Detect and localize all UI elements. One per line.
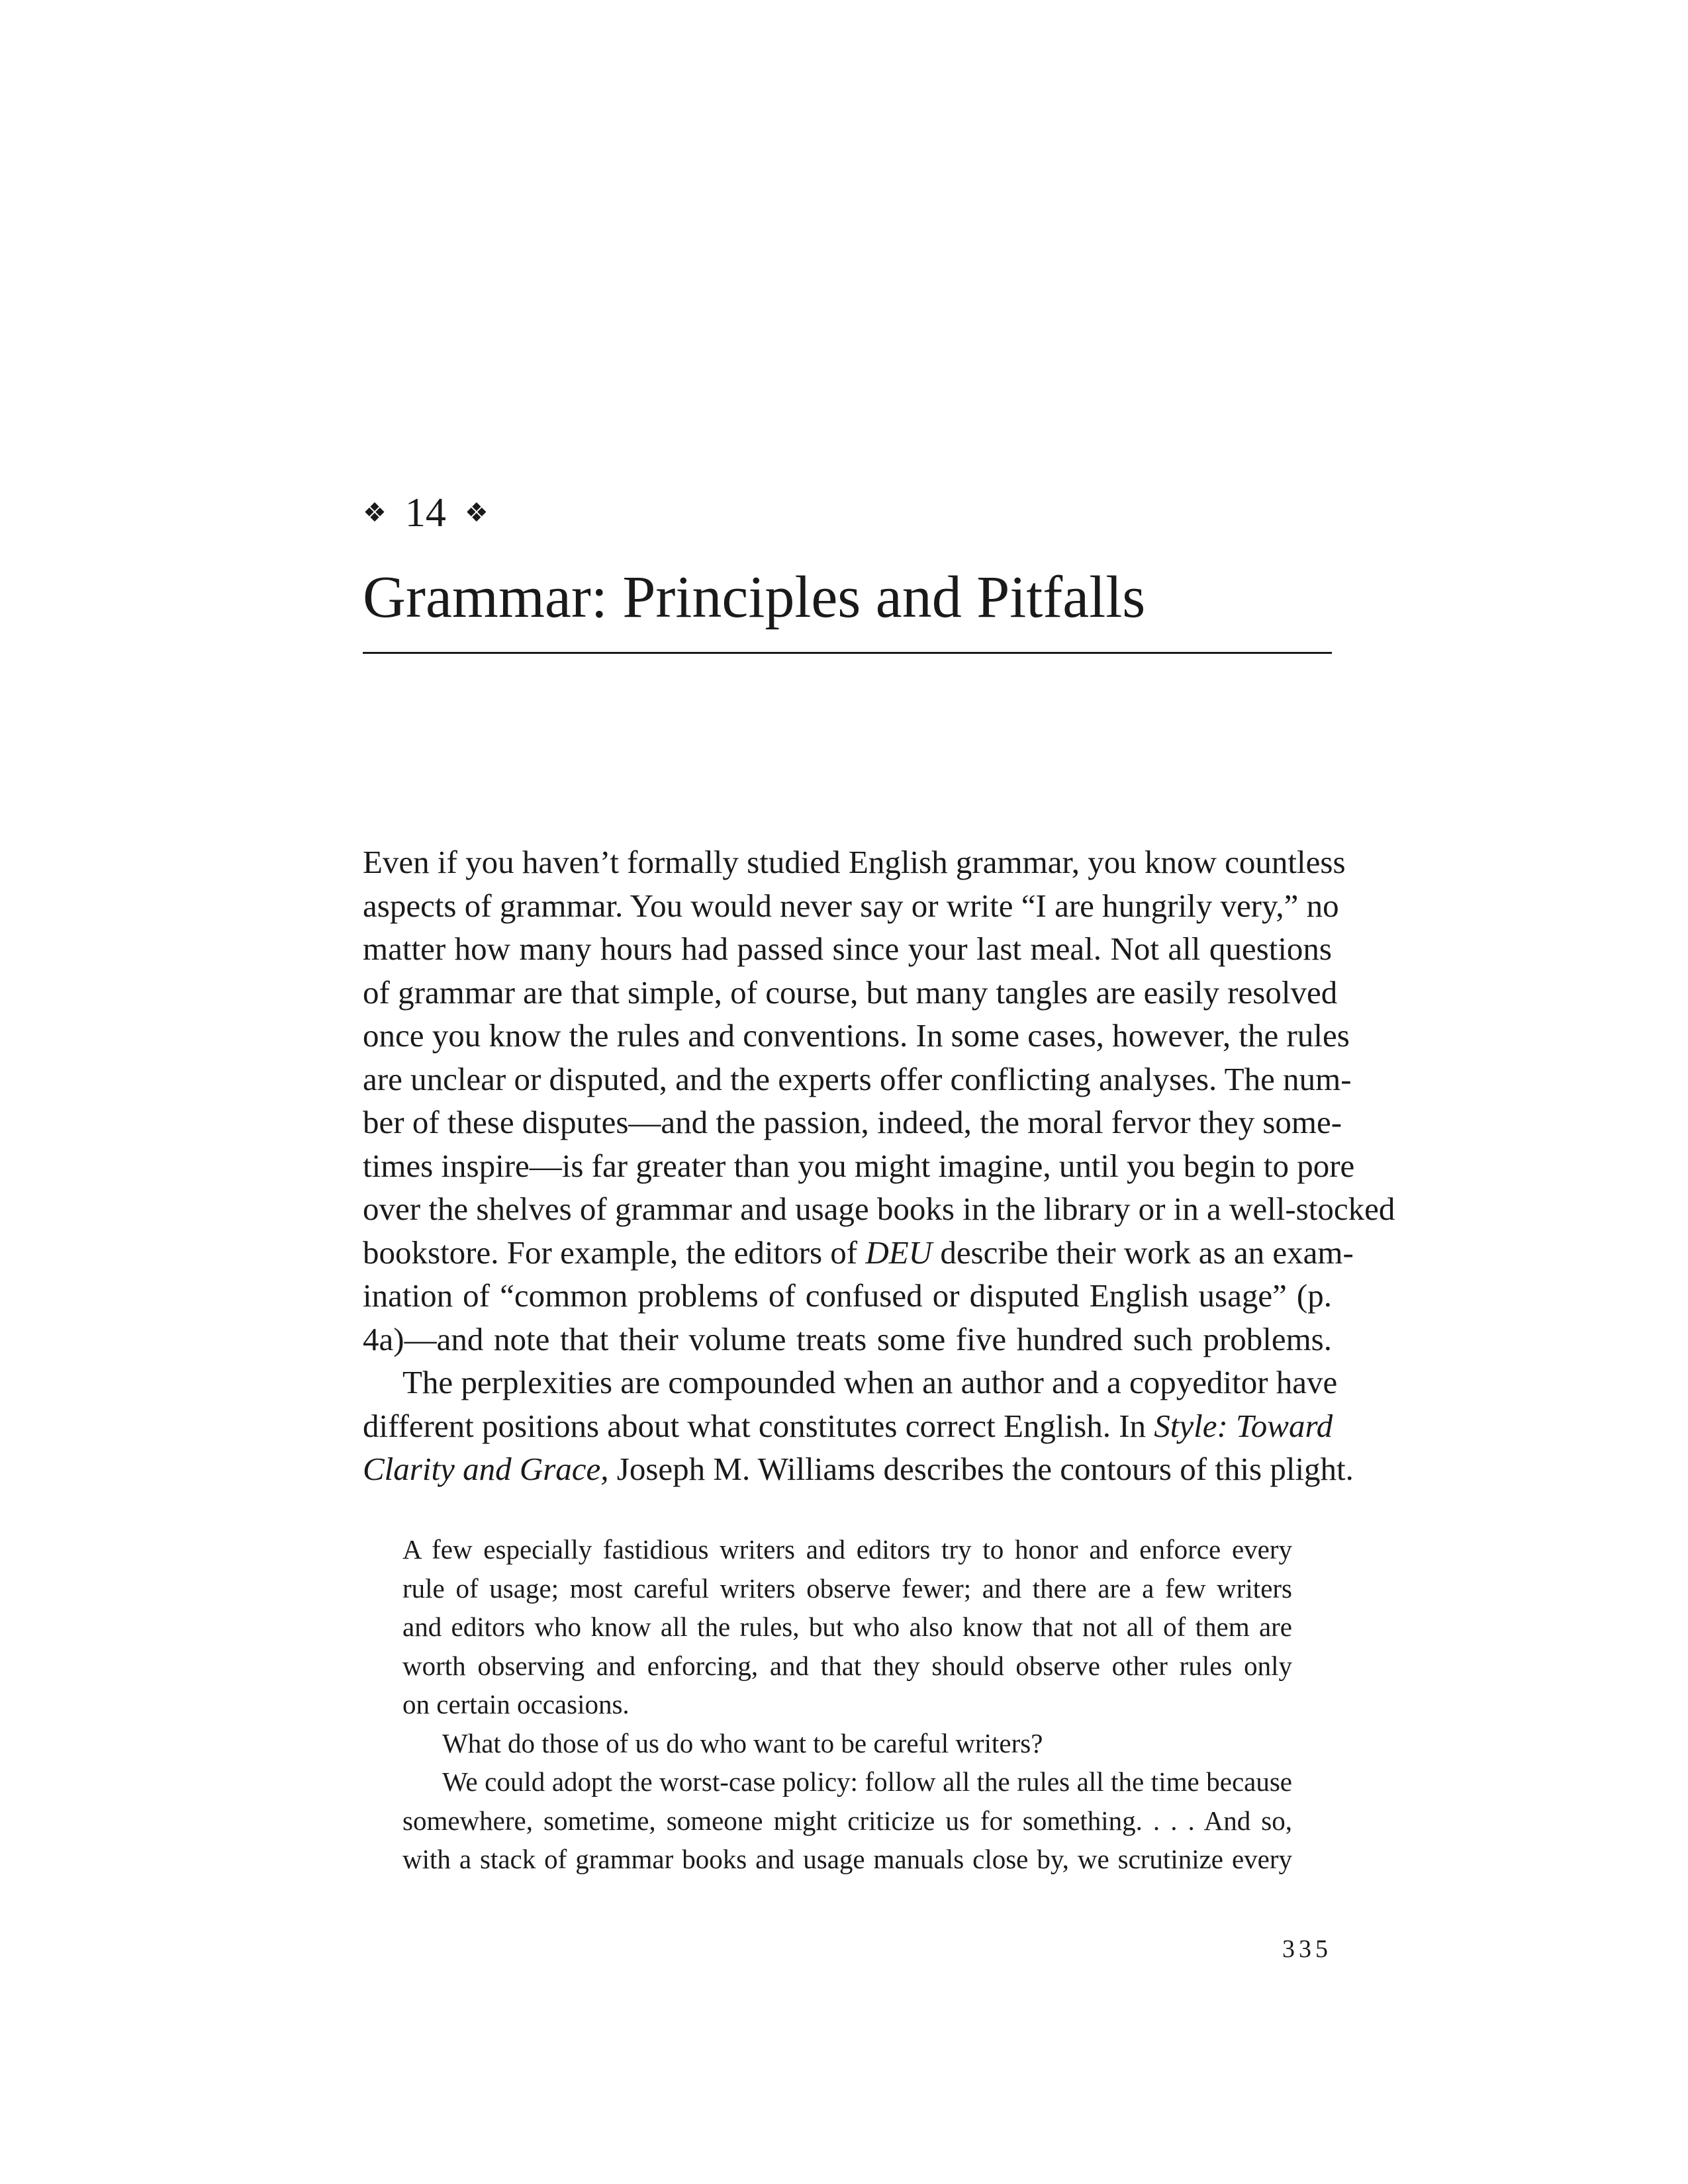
chapter-title: Grammar: Principles and Pitfalls	[363, 565, 1146, 630]
body-line: ination of “common problems of confused or disputed English usage” (p.	[363, 1277, 1332, 1314]
book-title-italic: Clarity and Grace,	[363, 1451, 609, 1487]
body-line: times inspire—is far greater than you might imagine, until you begin to pore	[363, 1147, 1355, 1184]
body-line: aspects of grammar. You would never say or write “I are hungrily very,” no	[363, 887, 1339, 924]
body-line: are unclear or disputed, and the experts offer conflicting analyses. The num-	[363, 1060, 1352, 1097]
book-title-italic: Style: Toward	[1154, 1407, 1333, 1444]
quote-line: and editors who know all the rules, but who also know that not all of them are	[402, 1612, 1292, 1642]
body-line	[363, 1404, 1332, 1448]
body-line: matter how many hours had passed since your last meal. Not all questions	[363, 931, 1332, 967]
body-line: Even if you haven’t formally studied English grammar, you know countless	[363, 844, 1346, 880]
quote-line: A few especially fastidious writers and editors try to honor and enforce every	[402, 1534, 1292, 1565]
quote-line: rule of usage; most careful writers observe fewer; and there are a few writers	[402, 1572, 1292, 1604]
quote-line: on certain occasions.	[402, 1689, 630, 1719]
chapter-number-text: 14	[404, 490, 446, 535]
body-line: over the shelves of grammar and usage books in the library or in a well-stocked	[363, 1191, 1395, 1227]
ornament-right-icon: ❖	[464, 498, 489, 528]
ornament-left-icon: ❖	[363, 498, 387, 528]
body-line: The perplexities are compounded when an author and a copyeditor have	[402, 1364, 1338, 1400]
chapter-number	[363, 486, 489, 539]
body-line-part: describe their work as an exam-	[932, 1234, 1354, 1271]
body-line	[363, 1447, 1354, 1491]
body-line	[363, 1231, 1354, 1275]
body-line-part: bookstore. For example, the editors of	[363, 1234, 866, 1271]
quote-line: with a stack of grammar books and usage manuals close by, we scrutinize every	[402, 1844, 1292, 1874]
block-quote	[402, 1530, 1292, 1879]
body-text	[363, 841, 1395, 1491]
body-line-part: Joseph M. Williams describes the contours of this plight.	[608, 1451, 1354, 1487]
quote-line: We could adopt the worst-case policy: follow all the rules all the time because	[442, 1766, 1292, 1797]
title-rule	[363, 652, 1332, 654]
quote-line: What do those of us do who want to be careful writers?	[442, 1727, 1043, 1758]
quote-line: somewhere, sometime, someone might criticize us for something. . . . And so,	[402, 1805, 1292, 1836]
body-line-part: different positions about what constitutes correct English. In	[363, 1407, 1154, 1444]
body-line: 4a)—and note that their volume treats some five hundred such problems.	[363, 1320, 1332, 1357]
body-line: ber of these disputes—and the passion, indeed, the moral fervor they some-	[363, 1104, 1342, 1140]
page-number: 335	[1282, 1935, 1332, 1963]
body-line: of grammar are that simple, of course, but many tangles are easily resolved	[363, 974, 1338, 1011]
body-line: once you know the rules and conventions. In some cases, however, the rules	[363, 1017, 1350, 1054]
quote-line: worth observing and enforcing, and that they should observe other rules only	[402, 1650, 1292, 1681]
deu-abbrev: DEU	[865, 1234, 933, 1271]
